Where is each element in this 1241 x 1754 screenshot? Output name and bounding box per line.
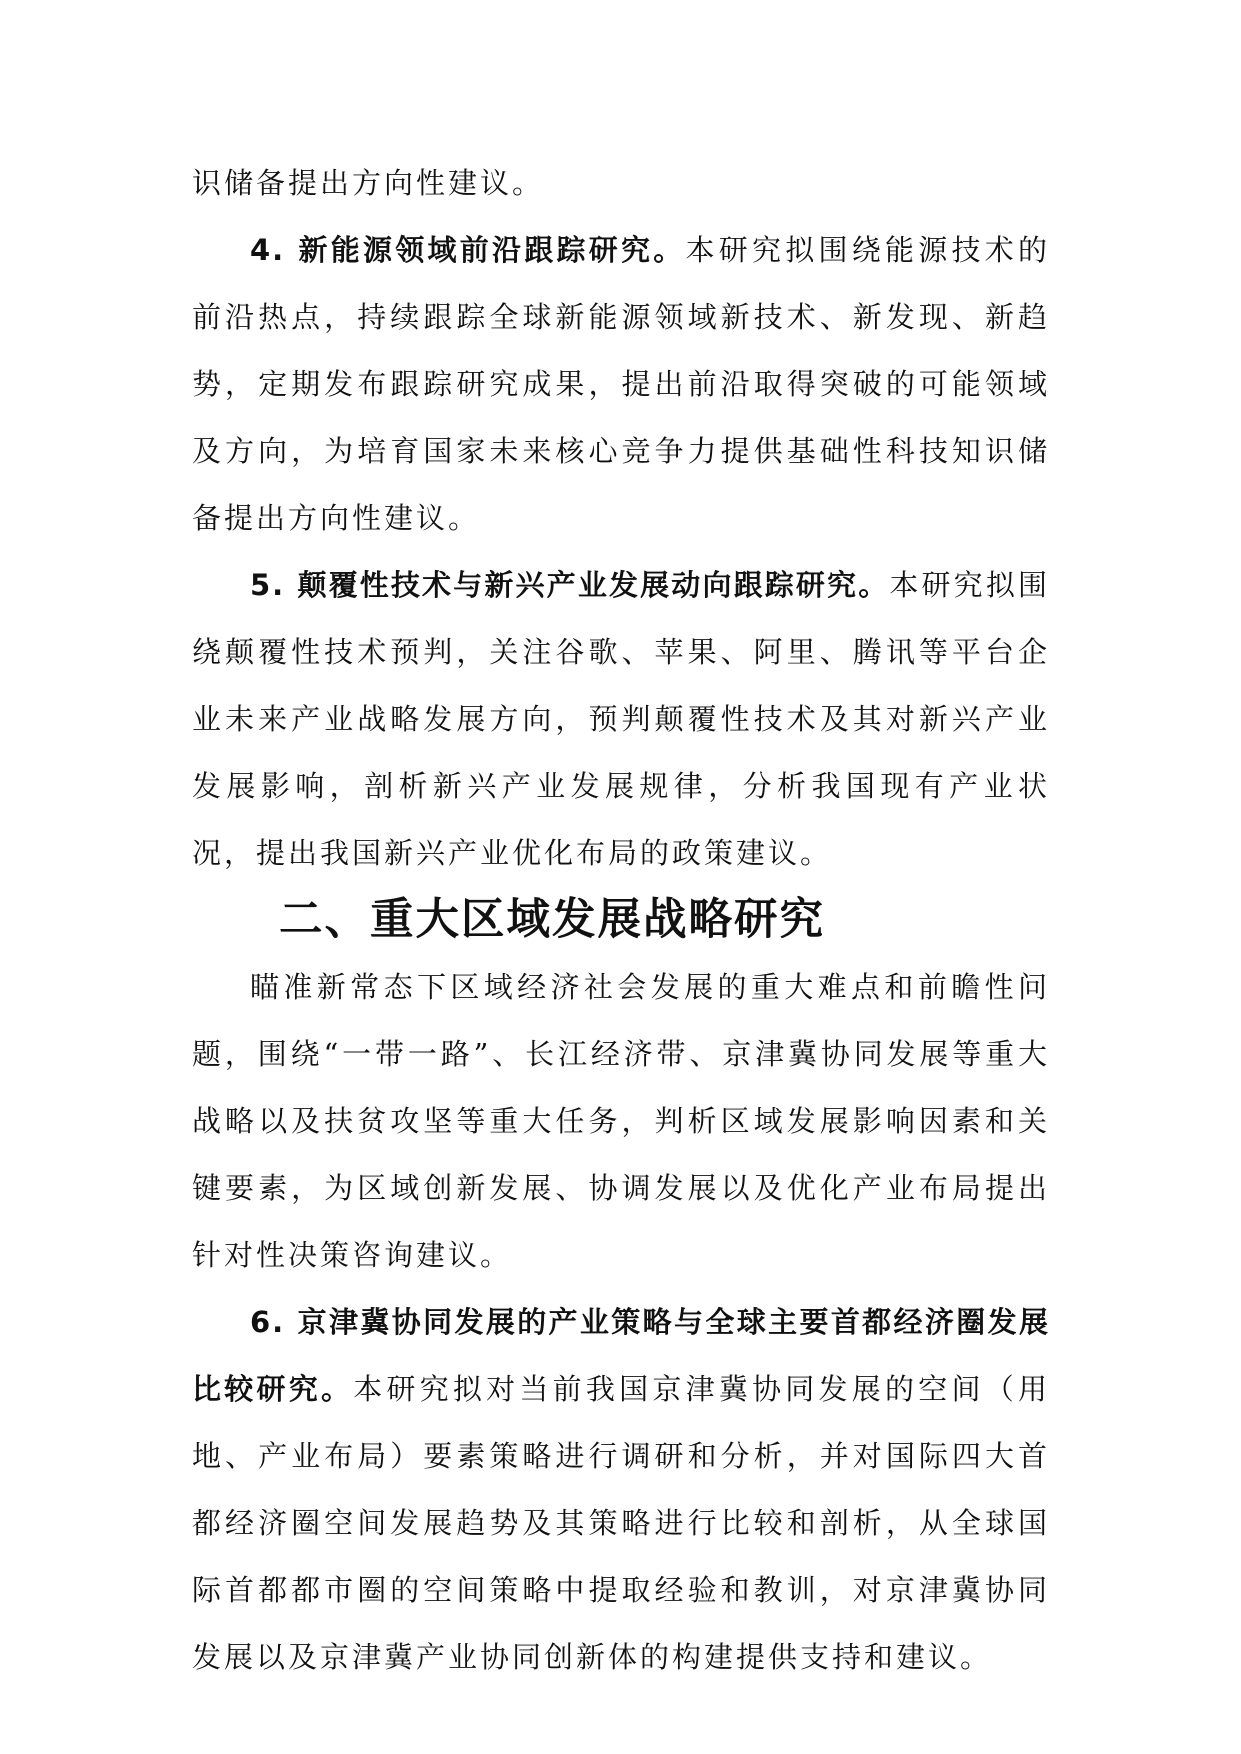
item-5-lead: 5. 颠覆性技术与新兴产业发展动向跟踪研究。 <box>250 568 890 602</box>
item-4-paragraph <box>192 217 1050 552</box>
item-5-text: 本研究拟围绕颠覆性技术预判，关注谷歌、苹果、阿里、腾讯等平台企业未来产业战略发展方向，预判颠覆性技术及其对新兴产业发展影响，剖析新兴产业发展规律，分析我国现有产业状况，提出我国新兴产业优化布局的政策建议。 <box>192 568 1050 870</box>
section-intro-text: 瞄准新常态下区域经济社会发展的重大难点和前瞻性问题，围绕“一带一路”、长江经济带、京津冀协同发展等重大战略以及扶贫攻坚等重大任务，判析区域发展影响因素和关键要素，为区域创新发展、协调发展以及优化产业布局提出针对性决策咨询建议。 <box>192 970 1050 1272</box>
continuation-paragraph <box>192 150 1050 217</box>
item-5-paragraph <box>192 552 1050 887</box>
continuation-text: 识储备提出方向性建议。 <box>192 166 545 200</box>
item-6-text: 本研究拟对当前我国京津冀协同发展的空间（用地、产业布局）要素策略进行调研和分析，并对国际四大首都经济圈空间发展趋势及其策略进行比较和剖析，从全球国际首都都市圈的空间策略中提取经验和教训，对京津冀协同发展以及京津冀产业协同创新体的构建提供支持和建议。 <box>192 1372 1050 1674</box>
item-6-lead: 6. 京津冀协同发展的产业策略与全球主要首都经济圈发展比较研究。 <box>192 1305 1050 1406</box>
item-6-paragraph <box>192 1289 1050 1691</box>
section-heading: 二、重大区域发展战略研究 <box>279 895 825 945</box>
document-body <box>192 150 1050 1691</box>
item-4-lead: 4. 新能源领域前沿跟踪研究。 <box>250 233 686 267</box>
section-intro-paragraph <box>192 954 1050 1289</box>
item-4-text: 本研究拟围绕能源技术的前沿热点，持续跟踪全球新能源领域新技术、新发现、新趋势，定期发布跟踪研究成果，提出前沿取得突破的可能领域及方向，为培育国家未来核心竞争力提供基础性科技知识储备提出方向性建议。 <box>192 233 1050 535</box>
